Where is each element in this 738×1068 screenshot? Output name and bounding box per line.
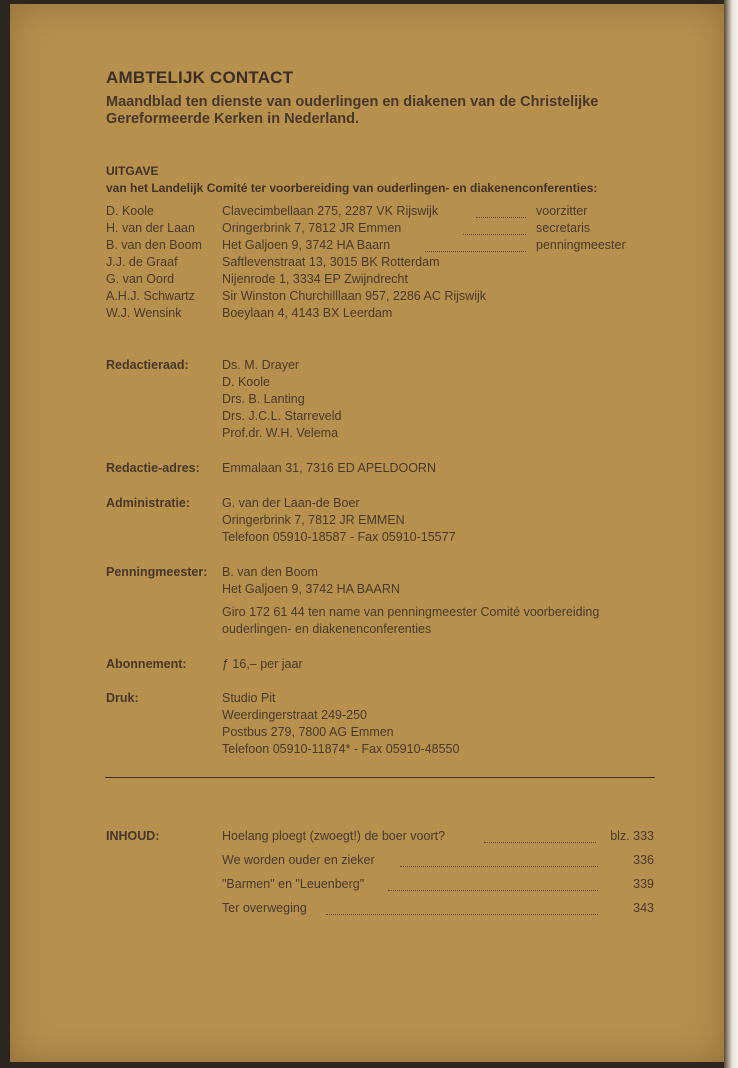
redactieraad-member: Ds. M. Drayer [222,358,300,372]
member-address: Saftlevenstraat 13, 3015 BK Rotterdam [222,255,440,269]
member-address: Clavecimbellaan 275, 2287 VK Rijswijk [222,204,439,218]
leader-dots [326,914,598,915]
administratie-label: Administratie: [106,496,191,510]
administratie-line: G. van der Laan-de Boer [222,496,360,510]
member-address: Het Galjoen 9, 3742 HA Baarn [222,238,391,252]
druk-label: Druk: [106,691,139,705]
inhoud-label: INHOUD: [106,829,160,843]
member-name: D. Koole [106,204,154,218]
toc-item-page: 339 [633,877,654,891]
redactieraad-member: D. Koole [222,375,270,389]
leader-dots [484,842,596,843]
druk-line: Postbus 279, 7800 AG Emmen [222,725,394,739]
leader-dots [476,217,526,218]
committee-line: van het Landelijk Comité ter voorbereiding van ouderlingen- en diakenenconferenties: [106,181,598,195]
toc-item-page: blz. 333 [610,829,654,843]
redactie-adres-value: Emmalaan 31, 7316 ED APELDOORN [222,461,436,475]
administratie-line: Telefoon 05910-18587 - Fax 05910-15577 [222,530,456,544]
member-address: Nijenrode 1, 3334 EP Zwijndrecht [222,272,408,286]
uitgave-heading: UITGAVE [106,164,159,178]
toc-item-title: We worden ouder en zieker [222,853,375,867]
leader-dots [400,866,598,867]
giro-line: ouderlingen- en diakenenconferenties [222,622,432,636]
member-name: A.H.J. Schwartz [106,289,195,303]
member-name: B. van den Boom [106,238,202,252]
member-role: secretaris [536,221,591,235]
abonnement-value: ƒ 16,– per jaar [222,657,303,671]
penningmeester-label: Penningmeester: [106,565,208,579]
member-name: J.J. de Graaf [106,255,178,269]
page-title: AMBTELIJK CONTACT [106,68,294,87]
leader-dots [388,890,598,891]
toc-item-page: 343 [633,901,654,915]
giro-line: Giro 172 61 44 ten name van penningmeester Comité voorbereiding [222,605,600,619]
member-role: penningmeester [536,238,626,252]
penningmeester-line: B. van den Boom [222,565,318,579]
abonnement-label: Abonnement: [106,657,187,671]
redactieraad-member: Drs. J.C.L. Starreveld [222,409,342,423]
member-address: Boeylaan 4, 4143 BX Leerdam [222,306,393,320]
penningmeester-line: Het Galjoen 9, 3742 HA BAARN [222,582,400,596]
leader-dots [425,251,526,252]
member-address: Oringerbrink 7, 7812 JR Emmen [222,221,402,235]
toc-item-page: 336 [633,853,654,867]
druk-line: Telefoon 05910-11874* - Fax 05910-48550 [222,742,460,756]
toc-item-title: Hoelang ploegt (zwoegt!) de boer voort? [222,829,446,843]
redactieraad-member: Drs. B. Lanting [222,392,305,406]
redactieraad-member: Prof.dr. W.H. Velema [222,426,339,440]
member-address: Sir Winston Churchilllaan 957, 2286 AC Rijswijk [222,289,487,303]
redactieraad-label: Redactieraad: [106,358,189,372]
druk-line: Studio Pit [222,691,276,705]
member-name: G. van Oord [106,272,175,286]
divider [105,777,655,778]
toc-item-title: Ter overweging [222,901,307,915]
druk-line: Weerdingerstraat 249-250 [222,708,367,722]
leader-dots [463,234,526,235]
member-role: voorzitter [536,204,588,218]
member-name: W.J. Wensink [106,306,182,320]
subtitle-line-2: Gereformeerde Kerken in Nederland. [106,111,360,127]
administratie-line: Oringerbrink 7, 7812 JR EMMEN [222,513,405,527]
subtitle-line-1: Maandblad ten dienste van ouderlingen en diakenen van de Christelijke [106,94,599,110]
member-name: H. van der Laan [106,221,195,235]
redactie-adres-label: Redactie-adres: [106,461,200,475]
page-edge [724,0,738,1068]
toc-item-title: "Barmen" en "Leuenberg" [222,877,365,891]
